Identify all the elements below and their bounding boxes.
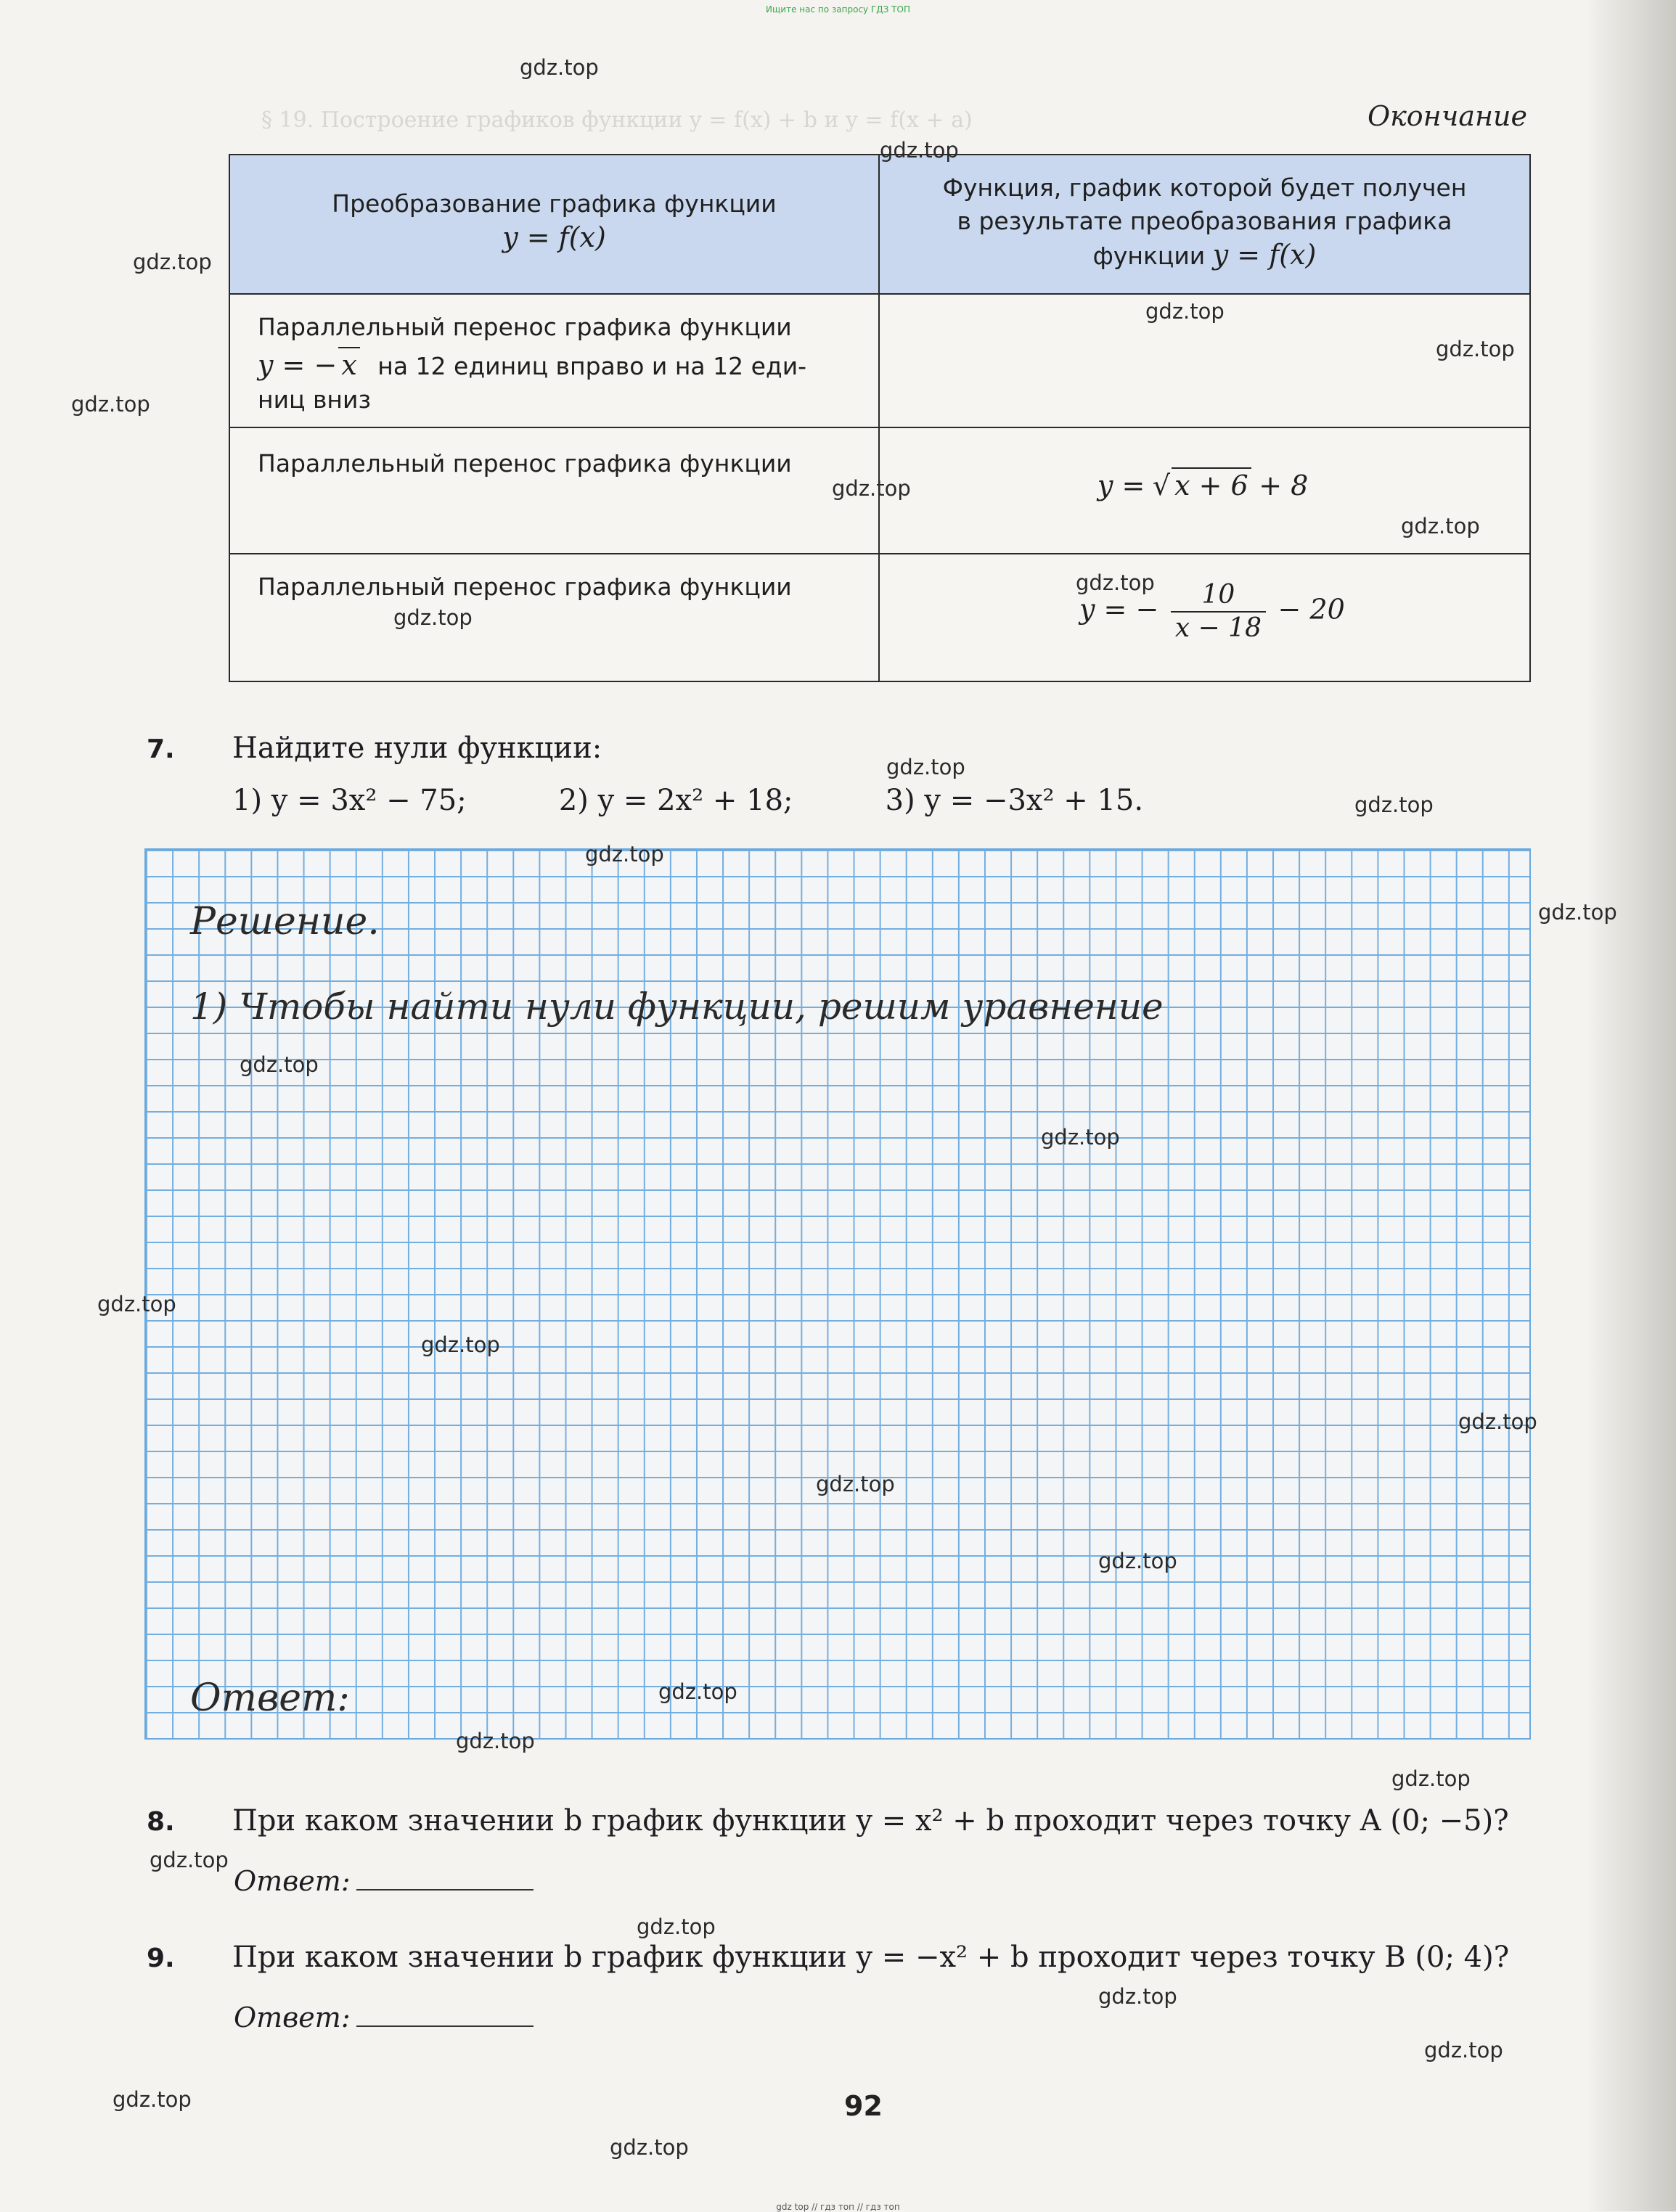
watermark: gdz.top	[240, 1052, 319, 1077]
solution-line: 1) Чтобы найти нули функции, решим уравнение	[190, 986, 1164, 1028]
row2-result-prefix: y =	[1097, 470, 1145, 501]
row2-result-suffix: + 8	[1259, 470, 1309, 501]
question-8-number: 8.	[147, 1807, 175, 1837]
question-7-items: 1) y = 3x² − 75; 2) y = 2x² + 18; 3) y = −3x² + 15.	[232, 784, 1144, 817]
transformation-table	[229, 154, 1531, 682]
row3-result-suffix: − 20	[1278, 593, 1345, 626]
watermark: gdz.top	[1391, 1766, 1471, 1791]
row1-line: на 12 единиц вправо и на 12 еди-	[377, 352, 807, 380]
watermark: gdz.top	[1354, 792, 1434, 817]
watermark: gdz.top	[585, 842, 664, 867]
question-7-number: 7.	[147, 734, 175, 764]
fraction	[1171, 579, 1266, 644]
row1-transformation	[258, 311, 860, 417]
watermark: gdz.top	[1098, 1984, 1177, 2009]
table-divider	[230, 553, 1529, 554]
header-col1-formula: y = f(x)	[502, 221, 606, 253]
header-col2-line: в результате преобразования графика	[957, 207, 1452, 235]
watermark: gdz.top	[1145, 299, 1225, 324]
watermark: gdz.top	[113, 2087, 192, 2112]
bleed-through: § 19. Построение графиков функции y = f(x) + b и y = f(x + a)	[261, 107, 973, 133]
header-col2	[880, 171, 1529, 273]
bottom-banner: gdz top // гдз топ // гдз топ	[776, 2202, 900, 2212]
sqrt-expression: x + 6	[1172, 467, 1251, 502]
row1-line: ниц вниз	[258, 385, 371, 414]
watermark: gdz.top	[1458, 1409, 1537, 1434]
header-col1	[230, 187, 878, 254]
solution-answer-label: Ответ:	[190, 1676, 350, 1720]
table-divider	[230, 427, 1529, 428]
watermark: gdz.top	[150, 1848, 229, 1872]
watermark: gdz.top	[1424, 2038, 1503, 2063]
question-7-text: Найдите нули функции:	[232, 732, 602, 765]
watermark: gdz.top	[1436, 337, 1515, 361]
answer-blank[interactable]	[356, 2004, 534, 2027]
watermark: gdz.top	[637, 1914, 716, 1939]
page-edge-shadow	[1589, 0, 1676, 2211]
solution-grid[interactable]	[144, 848, 1531, 1740]
watermark: gdz.top	[832, 476, 911, 501]
fraction-numerator: 10	[1171, 579, 1266, 613]
ending-label: Окончание	[1367, 100, 1527, 132]
watermark: gdz.top	[97, 1292, 176, 1316]
header-col2-line: функции	[1092, 242, 1206, 270]
watermark: gdz.top	[886, 755, 965, 779]
watermark: gdz.top	[1401, 514, 1480, 538]
watermark: gdz.top	[880, 138, 959, 163]
question-9-answer[interactable]	[234, 2002, 534, 2033]
watermark: gdz.top	[658, 1679, 737, 1704]
solution-heading: Решение.	[190, 900, 380, 943]
question-9-number: 9.	[147, 1943, 175, 1973]
watermark: gdz.top	[71, 392, 150, 417]
header-col2-formula: y = f(x)	[1212, 239, 1317, 271]
watermark: gdz.top	[1076, 570, 1155, 595]
question-8-text: При каком значении b график функции y = x² + b проходит через точку A (0; −5)?	[232, 1804, 1509, 1838]
header-col1-text: Преобразование графика функции	[332, 189, 777, 218]
watermark: gdz.top	[610, 2135, 689, 2160]
header-col2-line: Функция, график которой будет получен	[942, 173, 1467, 202]
row1-formula: y = −	[258, 349, 338, 381]
row3-transformation: Параллельный перенос графика функции	[258, 573, 792, 601]
sqrt-x: x	[338, 347, 359, 382]
watermark: gdz.top	[421, 1332, 500, 1357]
row2-transformation: Параллельный перенос графика функции	[258, 449, 792, 478]
question-8-answer[interactable]	[234, 1865, 534, 1897]
answer-label: Ответ:	[234, 2002, 351, 2033]
row2-result: y = √ x + 6 + 8	[1097, 467, 1308, 504]
fraction-denominator: x − 18	[1174, 613, 1262, 643]
answer-label: Ответ:	[234, 1865, 351, 1897]
watermark: gdz.top	[393, 605, 473, 630]
watermark: gdz.top	[1098, 1549, 1177, 1573]
watermark: gdz.top	[1041, 1125, 1120, 1150]
answer-blank[interactable]	[356, 1867, 534, 1891]
watermark: gdz.top	[816, 1472, 895, 1496]
watermark: gdz.top	[133, 250, 212, 274]
question-9-text: При каком значении b график функции y = −x² + b проходит через точку B (0; 4)?	[232, 1941, 1510, 1974]
top-banner: Ищите нас по запросу ГДЗ ТОП	[766, 4, 910, 15]
watermark: gdz.top	[520, 55, 599, 80]
watermark: gdz.top	[456, 1729, 535, 1753]
page-number: 92	[844, 2090, 883, 2122]
row3-result-prefix: y = −	[1079, 593, 1159, 626]
watermark: gdz.top	[1538, 900, 1617, 925]
row1-line: Параллельный перенос графика функции	[258, 313, 792, 341]
